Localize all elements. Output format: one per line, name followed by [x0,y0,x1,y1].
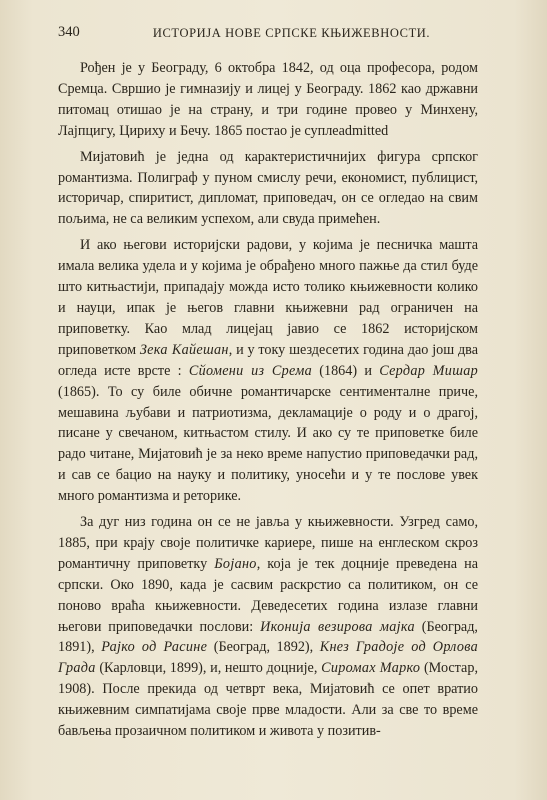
text-run: Рођен је у Београду, 6 октобра 1842, од оца професора, родом Сремца. Свршио је гимназију и лицеј у Београду. 1862 као државни питомац отишао је на страну, и три године провео у Минхену, Лајпцигу, Цириху и Бечу. 1865 постао је суплеadmitted [58,60,478,139]
running-title: ИСТОРИЈА НОВЕ СРПСКЕ КЊИЖЕВНОСТИ. [152,26,431,40]
paragraph-2 [58,147,478,231]
text-run: Мијатовић је једна од карактеристичнијих фигура српског романтизма. Полиграф у пуном смислу речи, економист, публицист, историчар, спиритист, дипломат, приповедач, он се огледао на свим пољима, не са великим успехом, али свуда примећен. [58,148,478,228]
paragraph-4 [58,512,478,742]
text-run: (Карловци, 1899), и, нешто доцније, [95,660,322,677]
italic-title: Рајко од Расине [101,639,208,656]
text-run: , и у току шездесетих година дао још два огледа исте врсте : [58,341,478,379]
text-run: (1865). То су биле обичне романтичарске сентименталне приче, мешавина љубави и патриотизма, декламације о роду и о драгој, писане у свечаном, китњастом стилу. И ако су те приповетке биле радо читане, Мијатовић је за неко време напустио приповедачки рад, и сав се бацио на науку и политику, уносећи и у те послове увек много романтизма и реторике. [58,383,478,505]
text-run: И ако његови историјски радови, у којима је песничка машта имала велика удела и у којима је обрађено много пажње да стил буде што китњастији, припадају можда исто толико књижевности колико и науци, ипак је његов главни књижевни рад ограничен на приповетку. Као млад лицејац јавио се 1862 историјском приповетком [58,237,478,358]
text-run: (Мостар, 1908). После прекида од четврт века, Мијатовић се опет вратио књижевним симпатијама своје прве младости. Али за све то време бављења прозаичном политиком и живота у позитив- [58,660,478,740]
text-run: (1864) и [312,362,380,379]
italic-title: Бојано [214,555,257,572]
italic-title: Сердар Мишар [379,362,478,379]
page-header [58,26,507,41]
italic-title: Сйомени из Срема [188,362,313,379]
paragraph-1 [58,58,478,142]
body-text [58,58,478,742]
italic-title: Кнез Градоје од Орлова Града [58,639,478,677]
paragraph-3 [58,235,478,507]
italic-title: Зека Кайешан [139,341,229,358]
italic-title: Икониjа везирова мајка [260,618,415,635]
text-run: (Београд, 1892), [207,639,320,656]
text-run: (Београд, 1891), [58,618,478,656]
page-number: 340 [58,24,80,40]
text-run: За дуг низ година он се не јавља у књижевности. Узгред само, 1885, при крају своје политичке кариере, пише на енглеском скроз романтичну приповетку [58,514,478,572]
text-run: , која је тек доцније преведена на српски. Око 1890, када је сасвим раскрстио са политиком, он се поново враћа књижевности. Деведесетих година излазе главни његови приповедачки послови: [58,555,478,635]
italic-title: Сиромах Марко [321,660,421,677]
